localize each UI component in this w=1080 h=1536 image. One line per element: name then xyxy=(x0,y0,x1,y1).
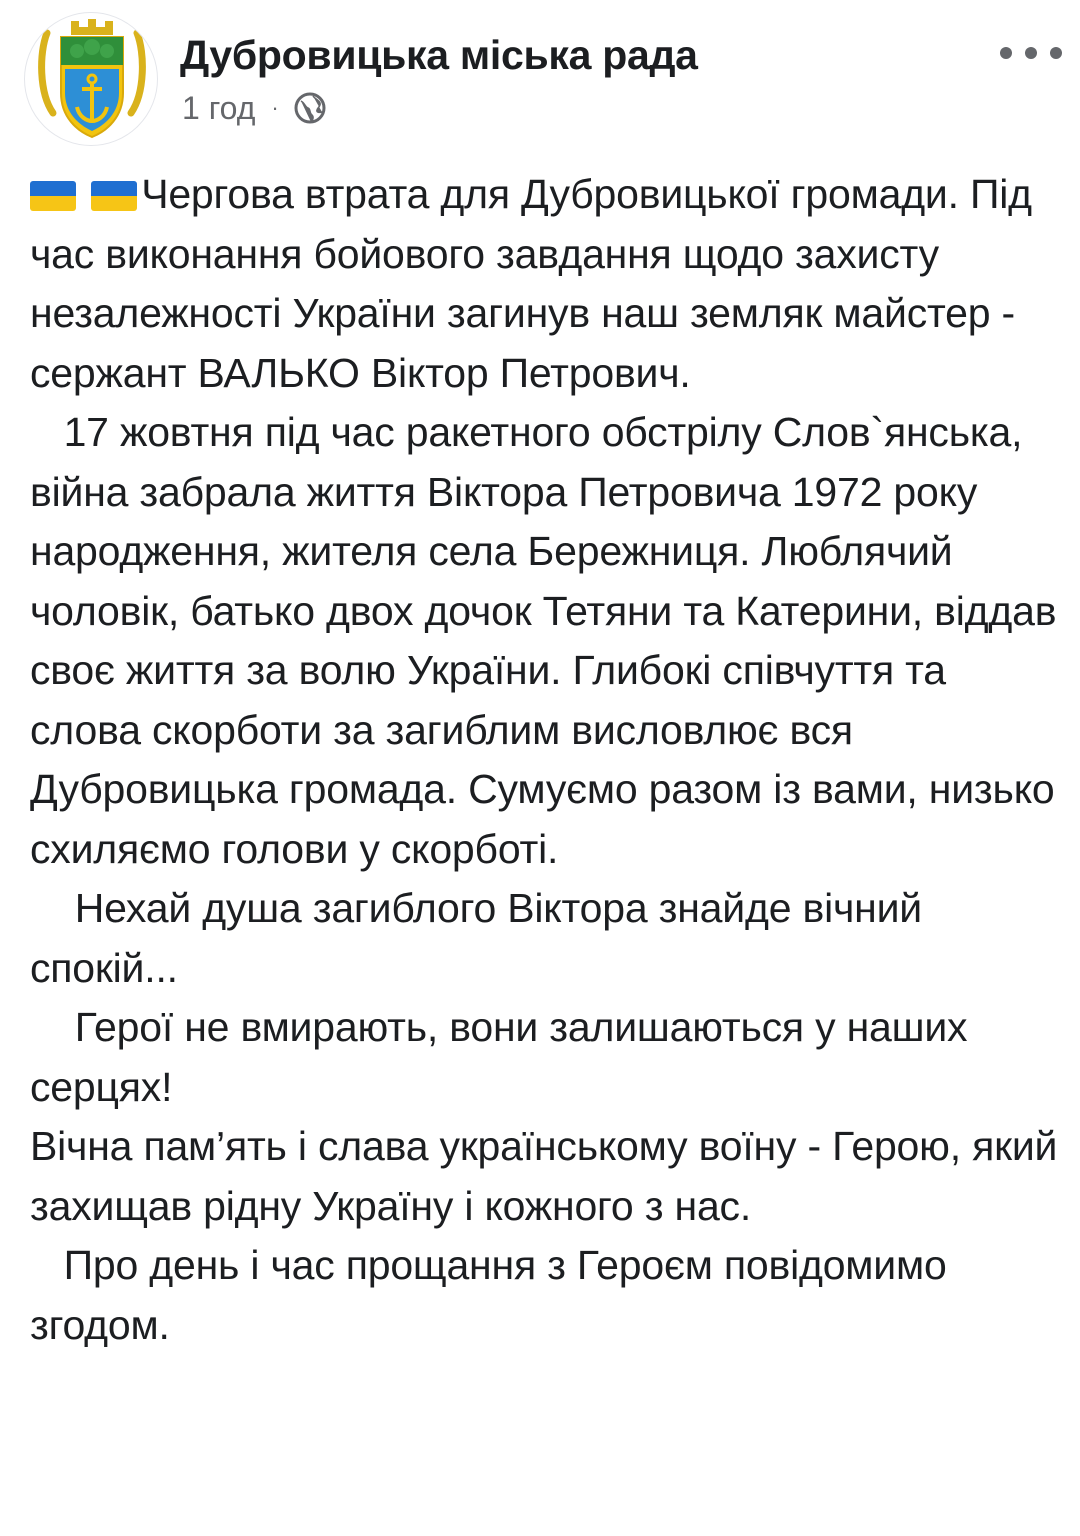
post-paragraph: Нехай душа загиблого Віктора знайде вічний спокій... xyxy=(30,885,934,991)
post-paragraph: Герої не вмирають, вони залишаються у наших серцях! xyxy=(30,1004,979,1110)
page-avatar[interactable] xyxy=(24,12,158,146)
author-name[interactable]: Дубровицька міська рада xyxy=(180,32,698,78)
coat-of-arms-icon xyxy=(25,13,158,146)
post-timestamp[interactable]: 1 год xyxy=(182,89,256,126)
post-header xyxy=(0,0,1080,150)
post-paragraph: Вічна пам’ять і слава українському воїну - Герою, який захищав рідну Україну і кожного з нас. xyxy=(30,1123,1069,1229)
paragraph-text: Чергова втрата для Дубровицької громади. Під час виконання бойового завдання щодо захисту незалежності України загинув наш земляк майстер - сержант ВАЛЬКО Віктор Петрович. xyxy=(30,171,1044,396)
post-paragraph: Про день і час прощання з Героєм повідомимо згодом. xyxy=(30,1242,958,1348)
more-options-icon xyxy=(1025,47,1037,59)
ukraine-flag-icon xyxy=(91,181,137,211)
globe-icon[interactable] xyxy=(293,91,327,125)
post-paragraph: 17 жовтня під час ракетного обстрілу Слов`янська, війна забрала життя Віктора Петровича 1972 року народження, жителя села Бережниця. Люблячий чоловік, батько двох дочок Тетяни та Катерини, віддав своє життя за волю України. Глибокі співчуття та слова скорботи за загиблим висловлює вся Дубровицька громада. Сумуємо разом із вами, низько схиляємо голови у скорботі. xyxy=(30,409,1068,872)
ukraine-flag-icon xyxy=(30,181,76,211)
meta-separator: · xyxy=(271,95,279,120)
more-options-icon xyxy=(1000,47,1012,59)
post-meta xyxy=(182,88,327,128)
more-options-icon xyxy=(1050,47,1062,59)
more-options-button[interactable] xyxy=(1000,36,1062,70)
post-text xyxy=(30,165,1069,1355)
post-paragraph xyxy=(30,165,1060,403)
